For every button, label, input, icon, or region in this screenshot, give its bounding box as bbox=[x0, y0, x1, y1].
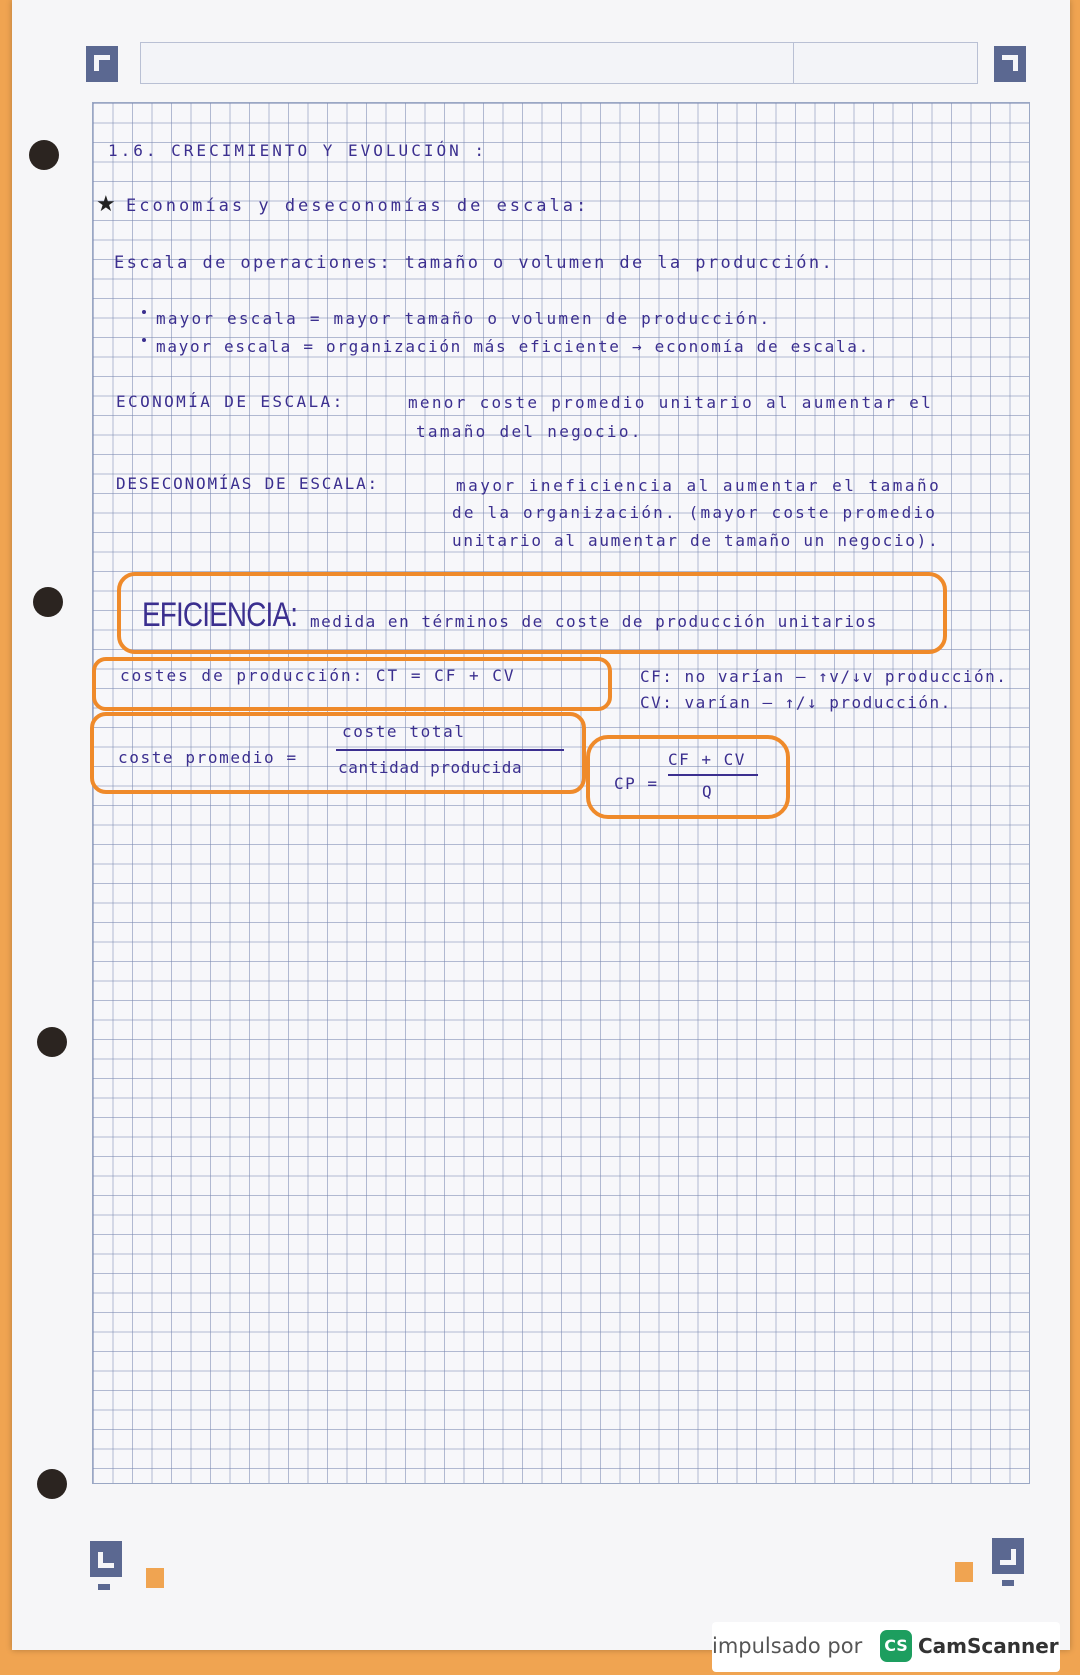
deseconomia-label: DESECONOMÍAS DE ESCALA: bbox=[116, 474, 379, 493]
coste-promedio-numerator: coste total bbox=[342, 722, 466, 741]
star-icon: ★ bbox=[96, 192, 116, 217]
page-header-field bbox=[140, 42, 978, 84]
deseconomia-line-3: unitario al aumentar de tamaño un negocio). bbox=[452, 531, 940, 550]
economia-line-2: tamaño del negocio. bbox=[416, 422, 643, 441]
cp-label: CP = bbox=[614, 774, 659, 793]
orange-marker-right bbox=[955, 1562, 973, 1582]
punch-hole bbox=[33, 587, 63, 617]
punch-hole bbox=[37, 1027, 67, 1057]
cv-note: CV: varían — ↑/↓ producción. bbox=[640, 693, 952, 712]
deseconomia-line-1: mayor ineficiencia al aumentar el tamaño bbox=[456, 476, 942, 495]
corner-dash-right bbox=[1002, 1580, 1014, 1586]
watermark-brand: CamScanner bbox=[918, 1634, 1059, 1658]
deseconomia-line-2: de la organización. (mayor coste promedio bbox=[452, 503, 938, 522]
corner-mark-bottom-left-icon bbox=[90, 1541, 122, 1577]
eficiencia-definition: medida en términos de coste de producción unitarios bbox=[310, 612, 878, 631]
corner-dash-left bbox=[98, 1584, 110, 1590]
corner-mark-top-right-icon bbox=[994, 46, 1026, 82]
cf-note: CF: no varían — ↑v/↓v producción. bbox=[640, 667, 1008, 686]
bullet-dot bbox=[142, 338, 146, 342]
coste-promedio-denominator: cantidad producida bbox=[338, 758, 523, 777]
bullet-item-1: mayor escala = mayor tamaño o volumen de producción. bbox=[156, 309, 772, 328]
economia-line-1: menor coste promedio unitario al aumentar el bbox=[408, 393, 934, 412]
escala-definition: Escala de operaciones: tamaño o volumen de la producción. bbox=[114, 253, 835, 273]
watermark-prefix: impulsado por bbox=[712, 1634, 863, 1658]
fraction-bar bbox=[336, 749, 564, 751]
subheading: Economías y deseconomías de escala: bbox=[126, 196, 590, 216]
bullet-dot bbox=[142, 310, 146, 314]
camscanner-logo-icon: CS bbox=[880, 1630, 912, 1662]
costes-formula: costes de producción: CT = CF + CV bbox=[120, 666, 516, 685]
punch-hole bbox=[29, 140, 59, 170]
cp-fraction-bar bbox=[668, 774, 758, 776]
header-divider bbox=[793, 43, 794, 83]
section-heading: 1.6. CRECIMIENTO Y EVOLUCIÓN : bbox=[108, 141, 487, 160]
corner-mark-top-left-icon bbox=[86, 46, 118, 82]
punch-hole bbox=[37, 1469, 67, 1499]
coste-promedio-label: coste promedio = bbox=[118, 748, 298, 767]
bullet-item-2: mayor escala = organización más eficiente → economía de escala. bbox=[156, 337, 870, 356]
orange-marker-left bbox=[146, 1568, 164, 1588]
corner-mark-bottom-right-icon bbox=[992, 1538, 1024, 1574]
cp-denominator: Q bbox=[702, 782, 714, 801]
economia-label: ECONOMÍA DE ESCALA: bbox=[116, 392, 345, 411]
eficiencia-title: EFICIENCIA: bbox=[142, 596, 298, 634]
cp-numerator: CF + CV bbox=[668, 750, 746, 769]
